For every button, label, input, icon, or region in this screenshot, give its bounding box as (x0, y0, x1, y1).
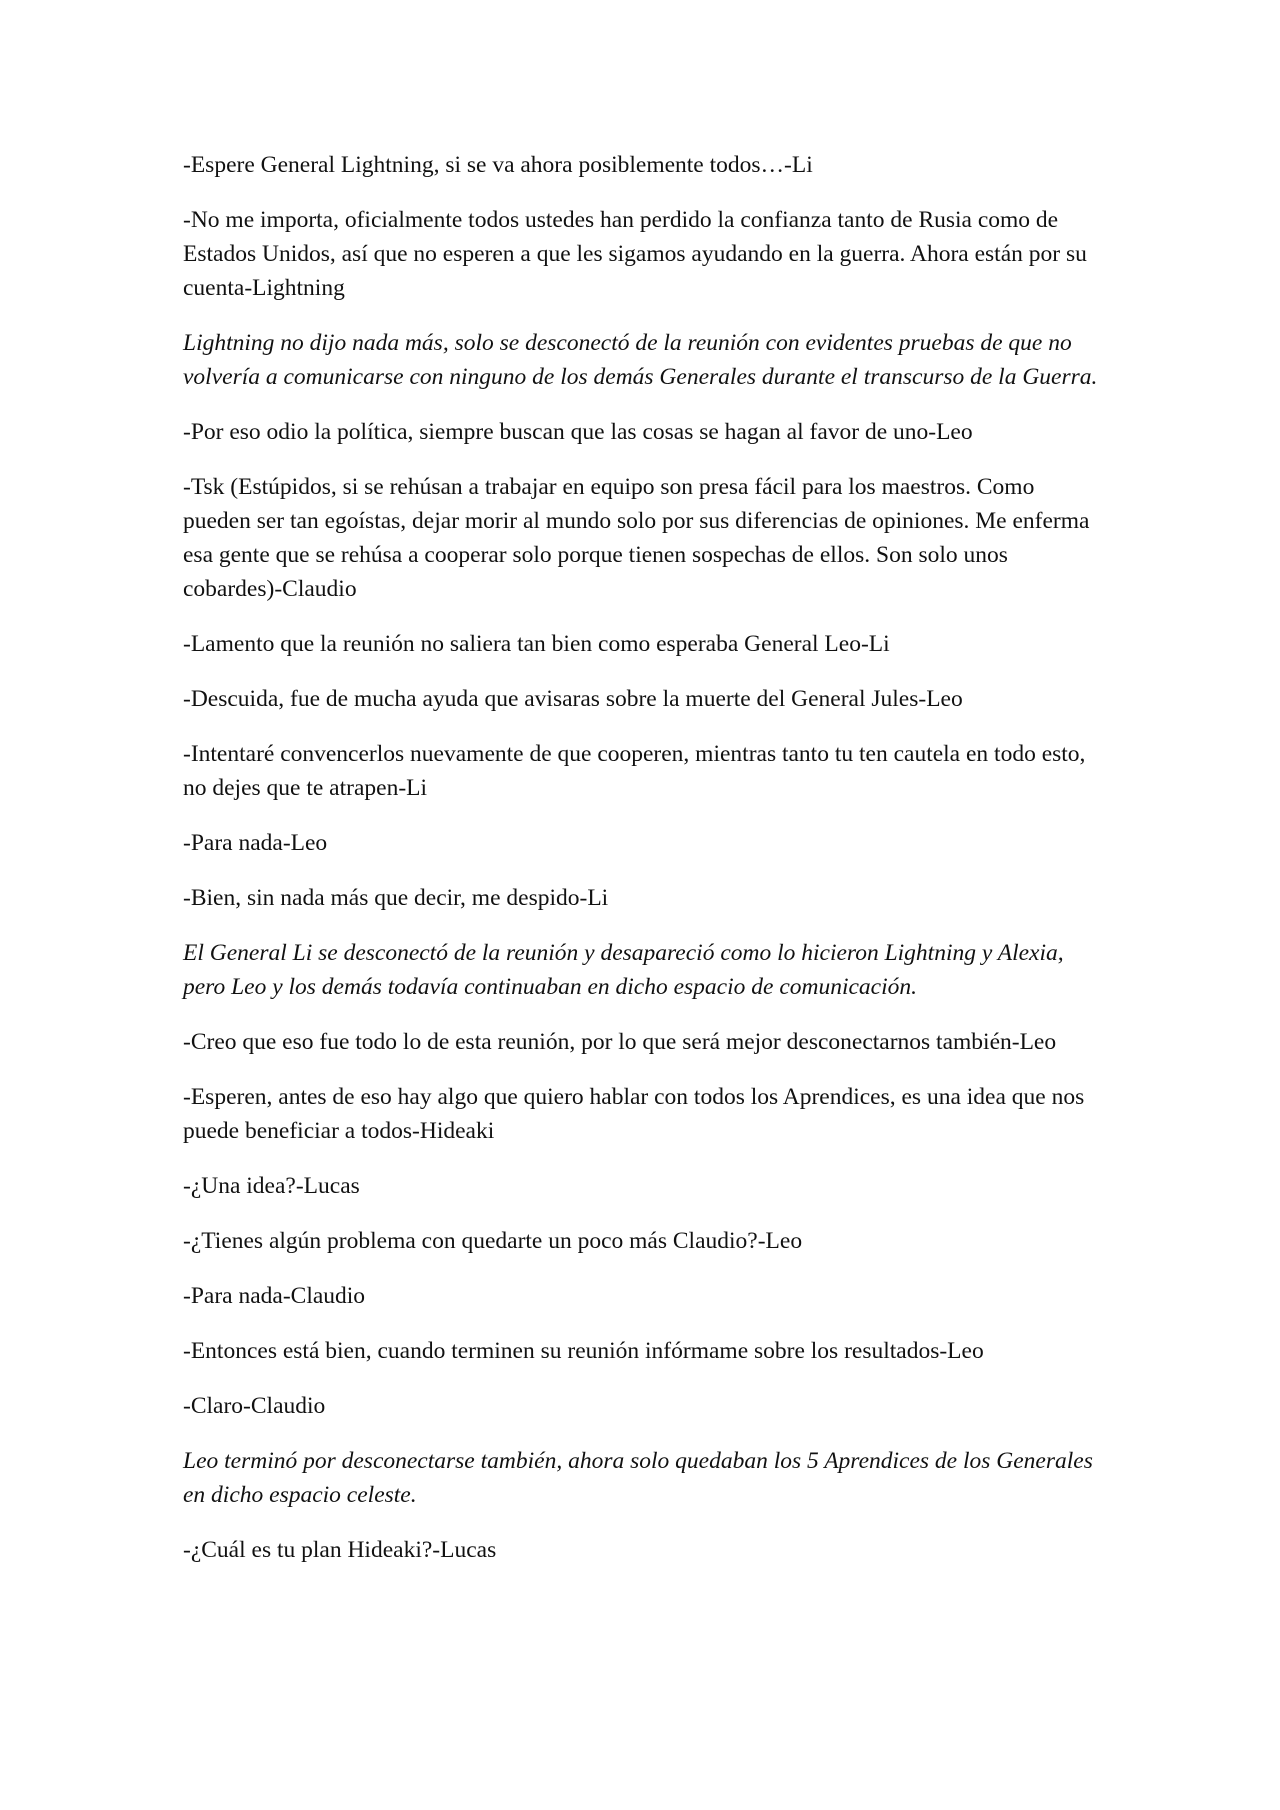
dialogue-paragraph: -¿Cuál es tu plan Hideaki?-Lucas (183, 1537, 497, 1563)
dialogue-paragraph: -Para nada-Claudio (183, 1283, 366, 1309)
narration-paragraph: Lightning no dijo nada más, solo se desconectó de la reunión con evidentes pruebas de que no volvería a comunicarse con ninguno de los demás Generales durante el transcurso de la Guerra. (183, 330, 1098, 390)
dialogue-paragraph: -Intentaré convencerlos nuevamente de que cooperen, mientras tanto tu ten cautela en todo esto, no dejes que te atrapen-Li (183, 741, 1086, 801)
dialogue-paragraph: -No me importa, oficialmente todos ustedes han perdido la confianza tanto de Rusia como de Estados Unidos, así que no esperen a que les sigamos ayudando en la guerra. Ahora están por su cuenta-Lightning (183, 207, 1087, 301)
dialogue-paragraph: -Descuida, fue de mucha ayuda que avisaras sobre la muerte del General Jules-Leo (183, 686, 963, 712)
narration-paragraph: Leo terminó por desconectarse también, ahora solo quedaban los 5 Aprendices de los Generales en dicho espacio celeste. (183, 1448, 1093, 1508)
dialogue-paragraph: -Entonces está bien, cuando terminen su reunión infórmame sobre los resultados-Leo (183, 1338, 984, 1364)
dialogue-paragraph: -Para nada-Leo (183, 830, 328, 856)
dialogue-paragraph: -Tsk (Estúpidos, si se rehúsan a trabajar en equipo son presa fácil para los maestros. Como pueden ser tan egoístas, dejar morir al mundo solo por sus diferencias de opiniones. Me enferma esa gente que se rehúsa a cooperar solo porque tienen sospechas de ellos. Son solo unos cobardes)-Claudio (183, 474, 1090, 602)
document-body (183, 148, 1103, 1588)
dialogue-paragraph: -¿Una idea?-Lucas (183, 1173, 360, 1199)
narration-paragraph: El General Li se desconectó de la reunión y desapareció como lo hicieron Lightning y Alexia, pero Leo y los demás todavía continuaban en dicho espacio de comunicación. (183, 940, 1064, 1000)
dialogue-paragraph: -Esperen, antes de eso hay algo que quiero hablar con todos los Aprendices, es una idea que nos puede beneficiar a todos-Hideaki (183, 1084, 1085, 1144)
dialogue-paragraph: -Creo que eso fue todo lo de esta reunión, por lo que será mejor desconectarnos también-Leo (183, 1029, 1057, 1055)
dialogue-paragraph: -¿Tienes algún problema con quedarte un poco más Claudio?-Leo (183, 1228, 803, 1254)
dialogue-paragraph: -Claro-Claudio (183, 1393, 326, 1419)
dialogue-paragraph: -Espere General Lightning, si se va ahora posiblemente todos…-Li (183, 152, 813, 178)
dialogue-paragraph: -Lamento que la reunión no saliera tan bien como esperaba General Leo-Li (183, 631, 890, 657)
dialogue-paragraph: -Por eso odio la política, siempre buscan que las cosas se hagan al favor de uno-Leo (183, 419, 973, 445)
dialogue-paragraph: -Bien, sin nada más que decir, me despido-Li (183, 885, 609, 911)
